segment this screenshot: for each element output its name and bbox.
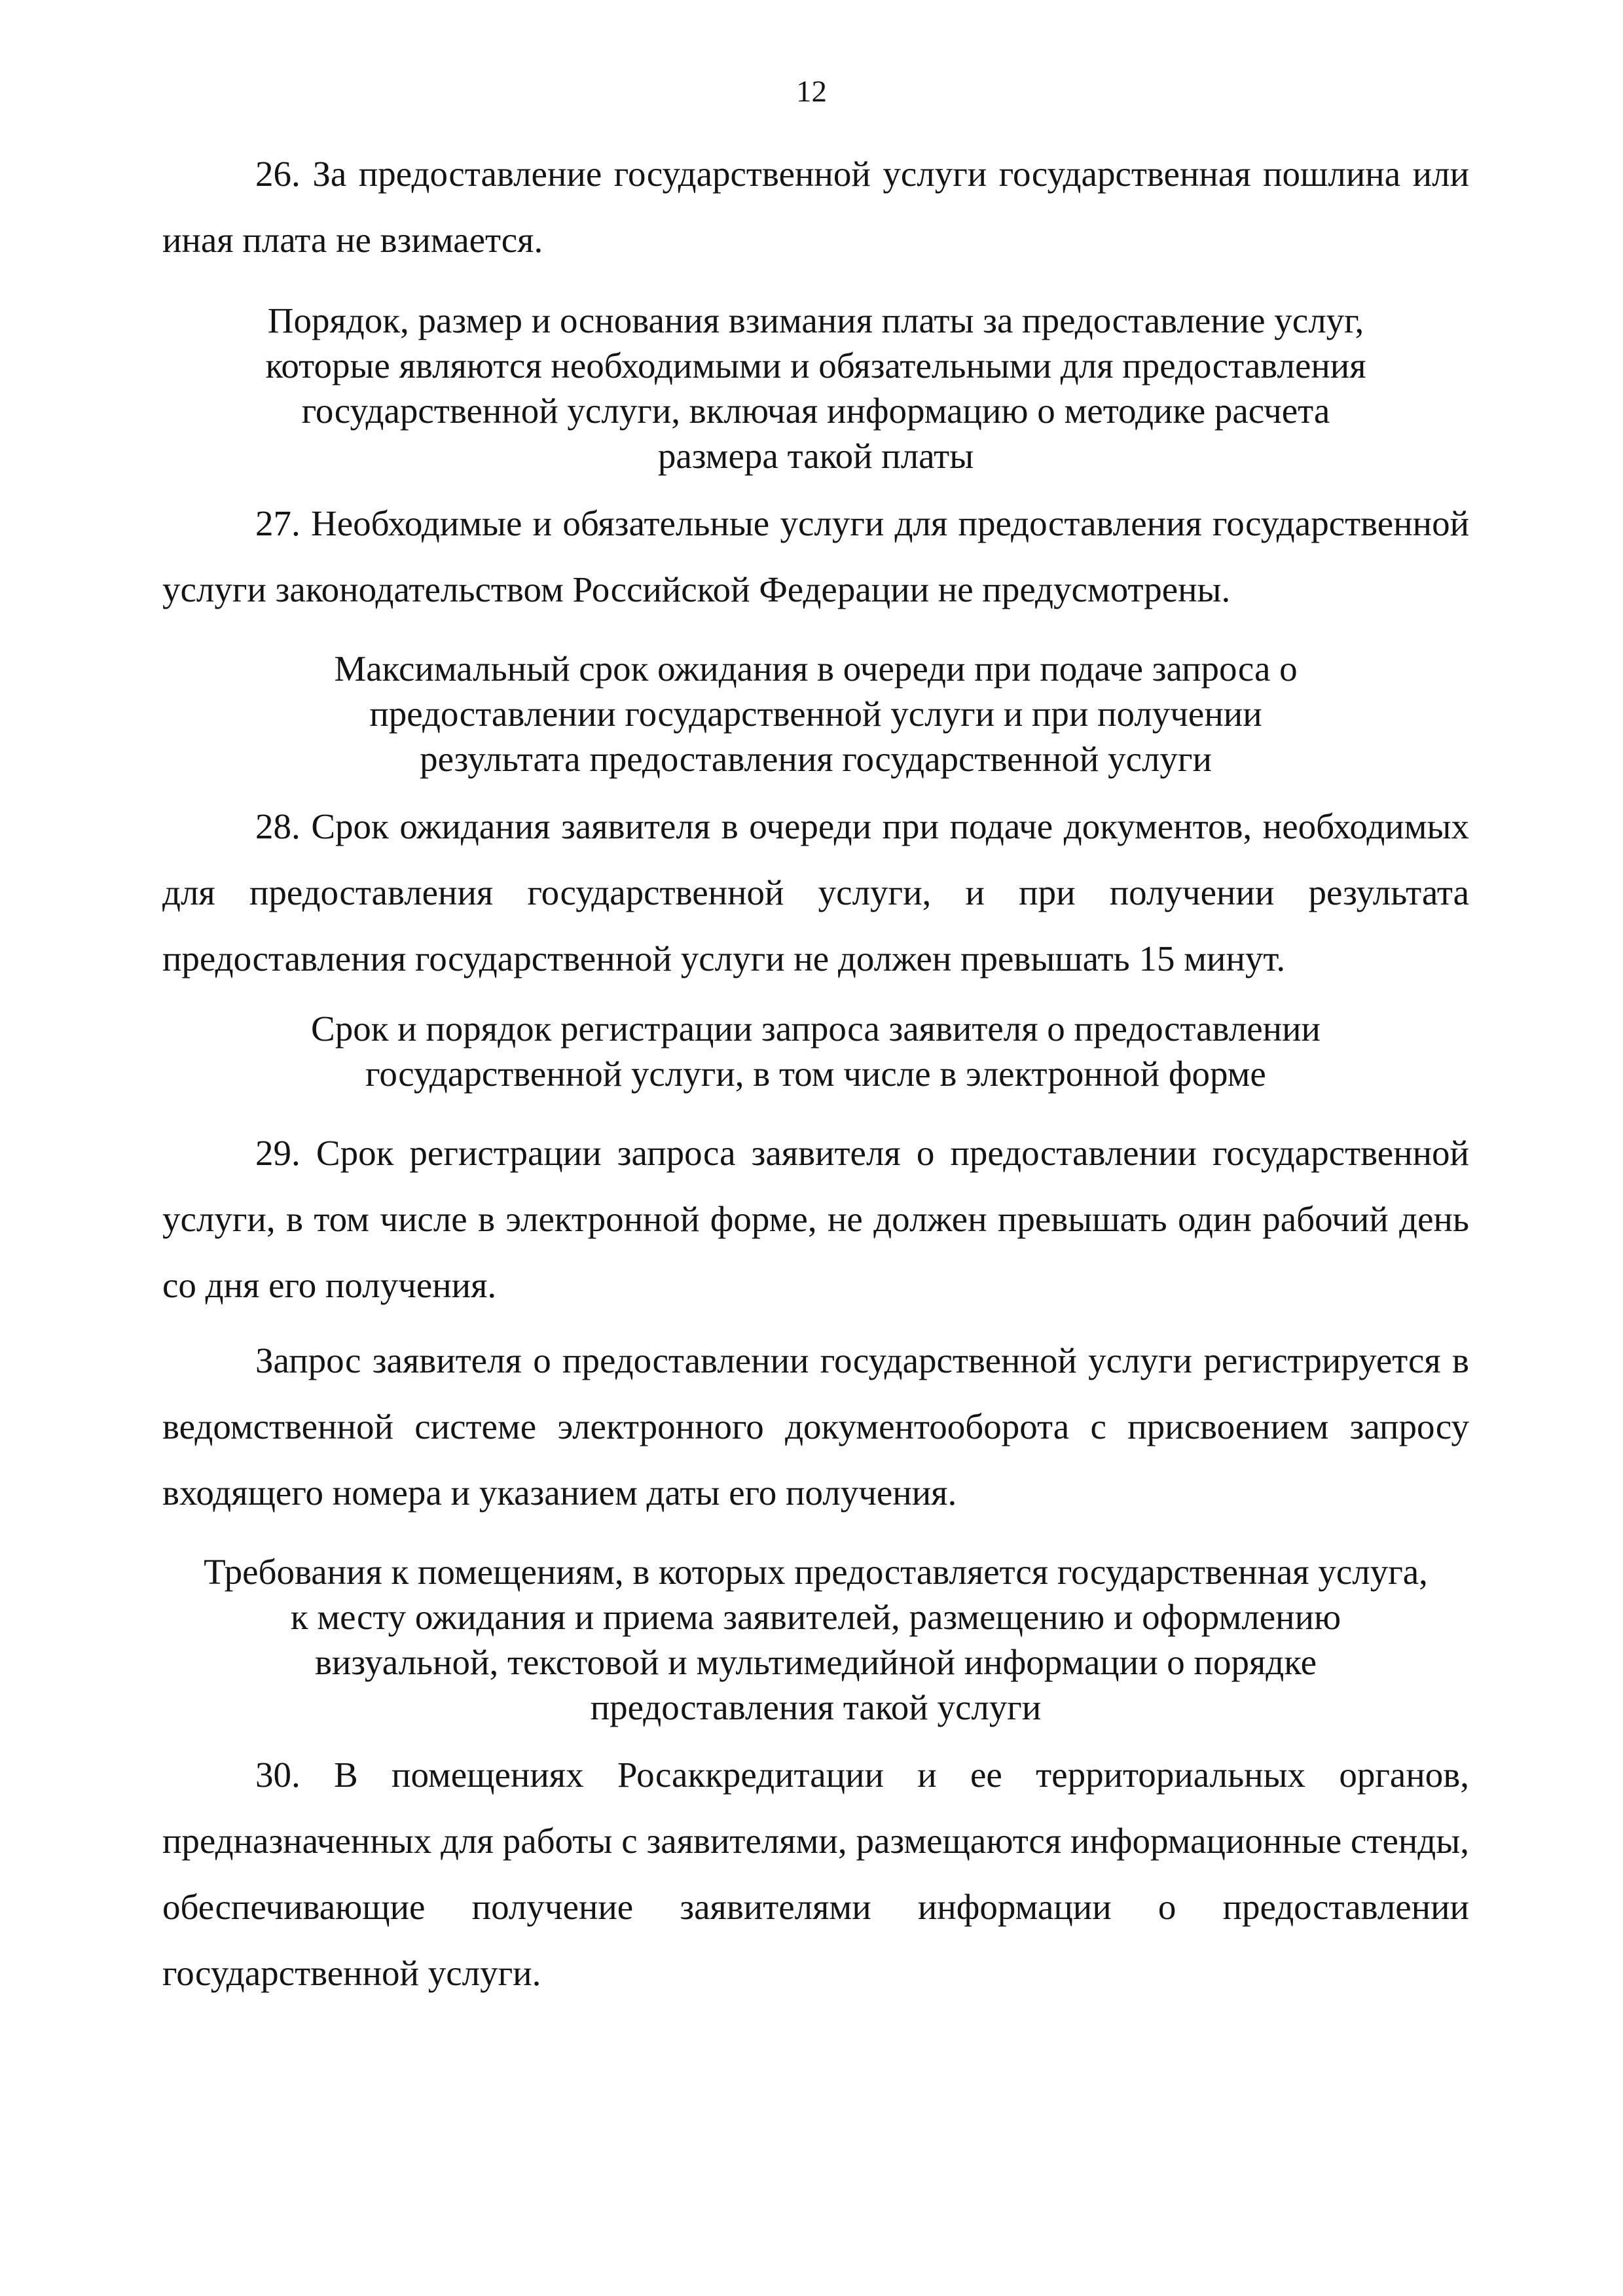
paragraph-27: 27. Необходимые и обязательные услуги для предоставления государственной услуги законодательством Российской Федерации не предусмотрены. [162, 503, 1469, 609]
paragraph-28: 28. Срок ожидания заявителя в очереди при подаче документов, необходимых для предоставления государственной услуги, и при получении результата предоставления государственной услуги не должен превышать 15 минут. [162, 806, 1469, 978]
section-heading-fee-procedure: Порядок, размер и основания взимания платы за предоставление услуг, которые являются необходимыми и обязательными для предоставления государственной услуги, включая информацию о методике расчета размера такой платы [265, 300, 1366, 476]
section-heading-registration: Срок и порядок регистрации запроса заявителя о предоставлении государственной услуги, в том числе в электронной форме [311, 1009, 1321, 1094]
paragraph-29-continued: Запрос заявителя о предоставлении государственной услуги регистрируется в ведомственной системе электронного документооборота с присвоением запросу входящего номера и указанием даты его получения. [162, 1340, 1469, 1513]
page-number: 12 [796, 75, 827, 109]
section-heading-queue-time: Максимальный срок ожидания в очереди при подаче запроса о предоставлении государственной услуги и при получении результата предоставления государственной услуги [334, 649, 1298, 779]
paragraph-29: 29. Срок регистрации запроса заявителя о предоставлении государственной услуги, в том числе в электронной форме, не должен превышать один рабочий день со дня его получения. [162, 1133, 1469, 1305]
section-heading-premises-requirements: Требования к помещениям, в которых предоставляется государственная услуга, к месту ожидания и приема заявителей, размещению и оформлению визуальной, текстовой и мультимедийной информации о порядке предоставления такой услуги [204, 1552, 1428, 1727]
document-body [162, 141, 1469, 2006]
paragraph-26: 26. За предоставление государственной услуги государственная пошлина или иная плата не взимается. [162, 154, 1469, 260]
paragraph-30: 30. В помещениях Росаккредитации и ее территориальных органов, предназначенных для работы с заявителями, размещаются информационные стенды, обеспечивающие получение заявителями информации о предоставлении государственной услуги. [162, 1755, 1469, 1993]
